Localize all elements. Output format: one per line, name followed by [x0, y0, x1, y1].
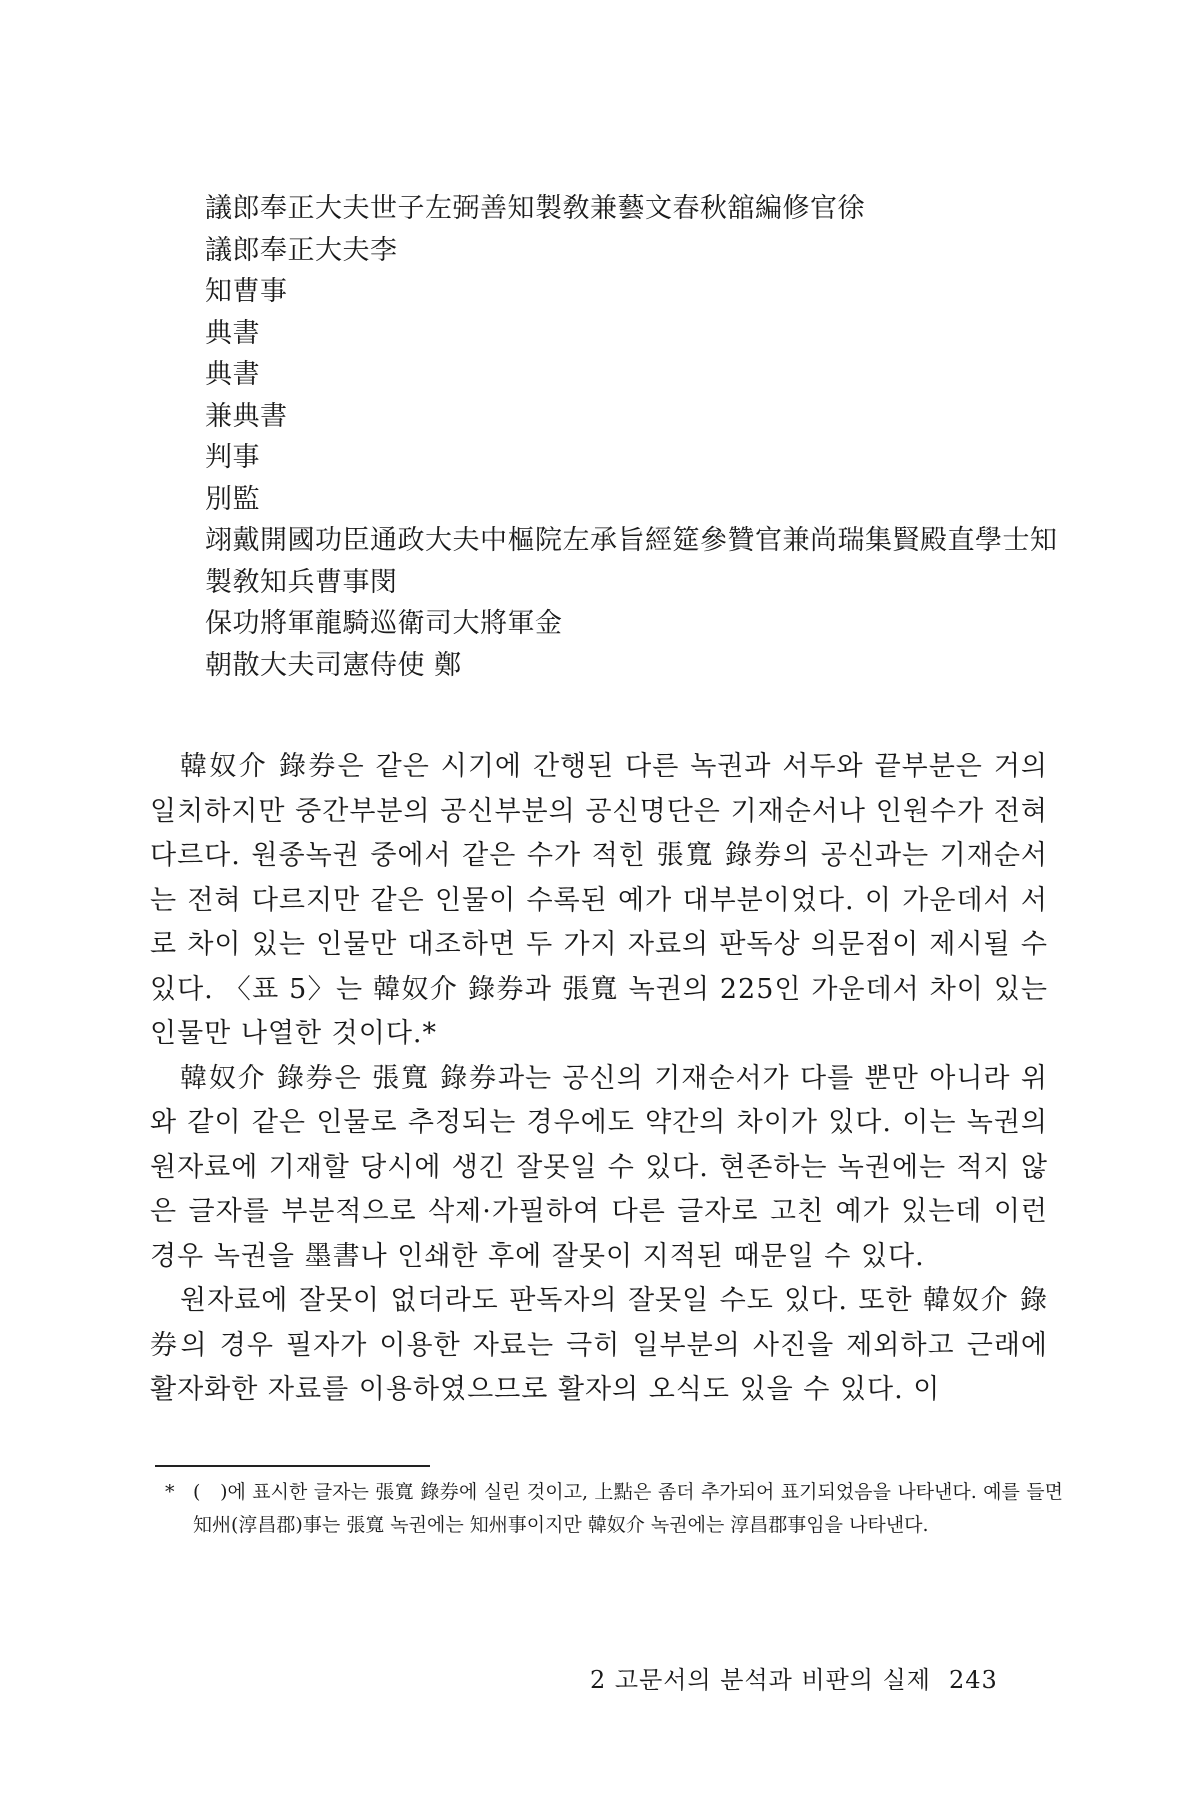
roster-line: 翊戴開國功臣通政大夫中樞院左承旨經筵參贊官兼尚瑞集賢殿直學士知 — [205, 525, 1058, 556]
paragraph: 원자료에 잘못이 없더라도 판독자의 잘못일 수도 있다. 또한 韓奴介 錄券의 경우 필자가 이용한 자료는 극히 일부분의 사진을 제외하고 근래에 활자화한 자료를 이용하였으므로 활자의 오식도 있을 수 있다. 이 — [150, 1285, 1048, 1405]
roster-line: 典書 — [205, 359, 260, 390]
roster-line: 兼典書 — [205, 400, 288, 432]
roster-line: 知曹事 — [205, 276, 288, 307]
chapter-title: 2 고문서의 분석과 비판의 실제 — [590, 1666, 931, 1694]
roster-line: 別監 — [205, 483, 260, 515]
footnote-marker: * — [165, 1481, 175, 1503]
footnote-text: ( )에 표시한 글자는 張寬 錄券에 실린 것이고, 上點은 좀더 추가되어 표기되었음을 나타낸다. 예를 들면 知州(淳昌郡)事는 張寬 녹권에는 知州事이지만 韓奴介 녹권에는 淳昌郡事임을 나타낸다. — [193, 1481, 1063, 1536]
official-roster — [205, 188, 1058, 686]
roster-line: 保功將軍龍騎巡衛司大將軍金 — [205, 608, 563, 639]
roster-line: 判事 — [205, 442, 260, 473]
footnote — [165, 1476, 1063, 1542]
roster-line: 議郎奉正大夫世子左弼善知製敎兼藝文春秋舘編修官徐 — [205, 193, 865, 224]
roster-line: 製敎知兵曹事閔 — [205, 566, 398, 598]
paragraph: 韓奴介 錄券은 張寬 錄券과는 공신의 기재순서가 다를 뿐만 아니라 위와 같이 같은 인물로 추정되는 경우에도 약간의 차이가 있다. 이는 녹권의 원자료에 기재할 당시에 생긴 잘못일 수 있다. 현존하는 녹권에는 적지 않은 글자를 부분적으로 삭제·가필하여 다른 글자로 고친 예가 있는데 이런 경우 녹권을 墨書나 인쇄한 후에 잘못이 지적된 때문일 수 있다. — [150, 1062, 1048, 1272]
roster-line: 典書 — [205, 317, 260, 349]
running-footer — [590, 1660, 998, 1695]
roster-line: 議郎奉正大夫李 — [205, 234, 398, 266]
page-number: 243 — [949, 1666, 998, 1694]
footnote-divider — [155, 1465, 430, 1467]
paragraph: 韓奴介 錄券은 같은 시기에 간행된 다른 녹권과 서두와 끝부분은 거의 일치하지만 중간부분의 공신부분의 공신명단은 기재순서나 인원수가 전혀 다르다. 원종녹권 중에서 같은 수가 적힌 張寬 錄券의 공신과는 기재순서는 전혀 다르지만 같은 인물이 수록된 예가 대부분이었다. 이 가운데서 서로 차이 있는 인물만 대조하면 두 가지 자료의 판독상 의문점이 제시될 수 있다. 〈표 5〉는 韓奴介 錄券과 張寬 녹권의 225인 가운데서 차이 있는 인물만 나열한 것이다.* — [150, 751, 1048, 1049]
roster-line: 朝散大夫司憲侍使 鄭 — [205, 649, 462, 681]
body-text — [150, 745, 1048, 1413]
